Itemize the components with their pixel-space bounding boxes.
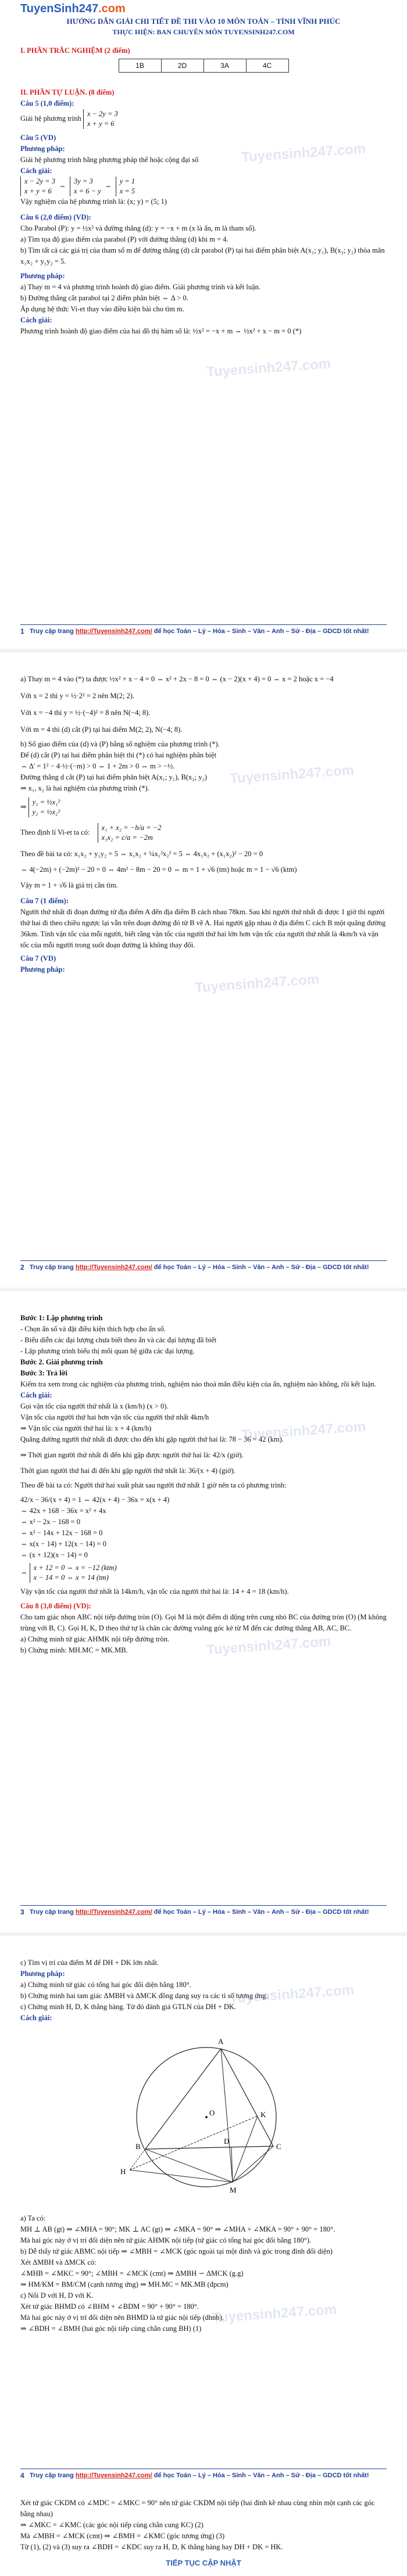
q5-solution: x − 2y = 3 x + y = 6 ⇔ 3y = 3 x = 6 − y ⇔ y = 1 x = 5 — [20, 177, 387, 196]
p2-system: ⇒ y₁ = ½x₁² y₂ = ½x₂² — [20, 798, 60, 816]
line-hdk — [130, 2116, 258, 2170]
p4-line: b) Dễ thấy tứ giác ABMC nội tiếp ⇒ ∠MBH = ∠MCK (góc ngoài tại một đỉnh và góc trong đỉnh đối diện) — [20, 2247, 333, 2255]
watermark: Tuyensinh247.com — [206, 1633, 331, 1658]
solution-label: Cách giải: — [20, 2014, 52, 2022]
footer-link[interactable]: http://Tuyensinh247.com/ — [75, 1909, 152, 1916]
page-number: 2 — [20, 1263, 24, 1271]
q7-head: Câu 7 (VD) — [20, 954, 56, 962]
answer-cell: 1B — [119, 59, 161, 73]
solution-label: Cách giải: — [20, 167, 52, 175]
p2-line: ⇔ 4(−2m) + (−2m)² − 20 = 0 ⇔ 4m² − 8m − 20 = 0 ⇔ m = 1 + √6 (tm) hoặc m = 1 − √6 (ktm) — [20, 865, 297, 874]
watermark: Tuyensinh247.com — [206, 355, 331, 380]
page-footer: 1 Truy cập trang http://Tuyensinh247.com/ để học Toán – Lý – Hóa – Sinh – Văn – Anh – Sử - Địa – GDCD tốt nhất! — [20, 624, 387, 636]
answer-cell: 4C — [246, 59, 288, 73]
page-footer: 4 Truy cập trang http://Tuyensinh247.com/ để học Toán – Lý – Hóa – Sinh – Văn – Anh – Sử - Địa – GDCD tốt nhất! — [20, 2469, 387, 2480]
label-o: O — [209, 2108, 215, 2117]
site-logo[interactable] — [20, 2, 126, 16]
q6-title: Câu 6 (2,0 điểm) (VD): — [20, 213, 91, 221]
q5-title: Câu 5 (1,0 điểm): — [20, 99, 74, 107]
p2-line: Đường thẳng d cắt (P) tại hai điểm phân biệt A(x₁; y₁), B(x₂; y₂) — [20, 773, 208, 781]
method-label: Phương pháp: — [20, 1970, 65, 1978]
p4-line: ⇒ ∠BDH = ∠BMH (hai góc nội tiếp cùng chắn cung BH) (1) — [20, 2324, 202, 2333]
p3-system: ⇔ x + 12 = 0 ⇔ x = −12 (ktm) x − 14 = 0 ⇔ x = 14 (tm) — [20, 1564, 117, 1582]
p3-line: ⇒ Vận tốc của người thứ hai là: x + 4 (km/h) — [20, 1424, 152, 1432]
p2-line: Với m = 4 thì (d) cắt (P) tại hai điểm M(2; 2), N(−4; 8). — [20, 725, 183, 734]
watermark: Tuyensinh247.com — [241, 141, 366, 166]
center-point — [205, 2116, 208, 2118]
page-2 — [20, 651, 387, 1289]
q5-method: Giải hệ phương trình bằng phương pháp thế hoặc cộng đại số — [20, 156, 199, 164]
q6-a: a) Tìm tọa độ giao điểm của parabol (P) với đường thẳng (d) khi m = 4. — [20, 235, 229, 243]
q8-a: a) Chứng minh tứ giác AHMK nội tiếp đường tròn. — [20, 1635, 170, 1643]
triangle-abc — [145, 2049, 273, 2149]
p4-line: a) Ta có: — [20, 2214, 46, 2222]
p3-line: Vận tốc của người thứ hai hơn vận tốc của người thứ nhất 4km/h — [20, 1413, 209, 1421]
p4-line: Từ (1), (2) và (3) suy ra ∠BDH = ∠KDC suy ra H, D, K thẳng hàng hay DH + DK = HK. — [20, 2543, 283, 2551]
p3-line: ⇔ 42x + 168 − 36x = x² + 4x — [20, 1507, 106, 1515]
answer-cell: 2D — [161, 59, 204, 73]
p4-line: Xét tứ giác BHMD có ∠BHM + ∠BDM = 90° + 90° = 180°. — [20, 2302, 199, 2311]
document-subtitle: THỰC HIỆN: BAN CHUYÊN MÔN TUYENSINH247.COM — [112, 28, 295, 36]
continue-updating: TIẾP TỤC CẬP NHẬT — [166, 2559, 241, 2567]
page-footer: 3 Truy cập trang http://Tuyensinh247.com/ để học Toán – Lý – Hóa – Sinh – Văn – Anh – Sử - Địa – GDCD tốt nhất! — [20, 1905, 387, 1917]
p2-line: Theo định lí Vi-et ta có: x₁ + x₂ = −b/a = −2 x₁x₂ = c/a = −2m — [20, 824, 162, 842]
footer-link[interactable]: http://Tuyensinh247.com/ — [75, 1264, 152, 1271]
document-title: HƯỚNG DẪN GIẢI CHI TIẾT ĐỀ THI VÀO 10 MÔN TOÁN – TỈNH VĨNH PHÚC — [66, 17, 341, 26]
q6-method-b: b) Đường thẳng cắt parabol tại 2 điểm phân biệt ⇔ Δ > 0. — [20, 294, 188, 302]
q7-title: Câu 7 (1 điểm): — [20, 897, 69, 905]
footer-link[interactable]: http://Tuyensinh247.com/ — [75, 628, 152, 635]
label-d: D — [224, 2137, 230, 2146]
p3-line: Thời gian người thứ hai đi đến khi gặp người thứ nhất là: 36/(x + 4) (giờ). — [20, 1467, 235, 1475]
q8-c: c) Tìm vị trí của điểm M để DH + DK lớn nhất. — [20, 1959, 159, 1967]
label-h: H — [120, 2167, 126, 2176]
p3-line: 42/x − 36/(x + 4) = 1 ⇔ 42(x + 4) − 36x = x(x + 4) — [20, 1496, 170, 1504]
q5-conclusion: Vậy nghiệm của hệ phương trình là: (x; y) = (5; 1) — [20, 197, 167, 206]
page-number: 3 — [20, 1908, 24, 1916]
watermark: Tuyensinh247.com — [229, 762, 355, 787]
p3-line: - Lập phương trình biểu thị mối quan hệ giữa các đại lượng. — [20, 1347, 195, 1355]
watermark: Tuyensinh247.com — [212, 2301, 337, 2326]
p2-line: ⇒ x₁, x₂ là hai nghiệm của phương trình (*). — [20, 784, 149, 792]
p3-line: ⇔ x² − 14x + 12x − 168 = 0 — [20, 1529, 103, 1537]
p3-line: Quãng đường người thứ nhất đi được cho đến khi gặp người thứ hai là: 78 − 36 = 42 (km). — [20, 1435, 284, 1443]
p4-line: c) Chứng minh H, D, K thẳng hàng. Từ đó đánh giá GTLN của DH + DK. — [20, 2003, 237, 2011]
label-b: B — [135, 2142, 141, 2151]
p2-line: b) Số giao điểm của (d) và (P) bằng số nghiệm của phương trình (*). — [20, 740, 220, 748]
p3-line: - Biểu diễn các đại lượng chưa biết theo ẩn và các đại lượng đã biết — [20, 1336, 217, 1344]
q6-method-a: a) Thay m = 4 và phương trình hoành độ giao điểm. Giải phương trình và kết luận. — [20, 283, 261, 291]
p2-line: Với x = 2 thì y = ½·2² = 2 nên M(2; 2). — [20, 692, 135, 700]
p3-line: - Chọn ẩn số và đặt điều kiện thích hợp cho ẩn số. — [20, 1325, 166, 1333]
p4-line: Xét tứ giác CKDM có ∠MDC = ∠MKC = 90° nên tứ giác CKDM nội tiếp (hai đỉnh kề nhau cùng nhìn một cạnh các góc bằng nhau) — [20, 2499, 375, 2518]
p3-step: Bước 1: Lập phương trình — [20, 1314, 103, 1322]
logo-suffix: .com — [98, 2, 126, 15]
p4-line: ⇒ ∠MKC = ∠KMC (các góc nội tiếp cùng chắn cung KC) (2) — [20, 2521, 204, 2529]
q5-head: Câu 5 (VD) — [20, 134, 56, 142]
segment-mk — [233, 2116, 258, 2182]
q6-method-c: Áp dụng hệ thức Vi-et thay vào điều kiện bài cho tìm m. — [20, 305, 184, 313]
p4-line: Mà ∠MBH = ∠MCK (cmt) ⇒ ∠BMH = ∠KMC (góc tương ứng) (3) — [20, 2532, 225, 2540]
p3-line: Kiểm tra xem trong các nghiệm của phương trình, nghiệm nào thoả mãn điều kiện của ẩn, nghiệm nào không, rồi kết luận. — [20, 1380, 376, 1388]
geometry-figure — [108, 2030, 305, 2204]
q5-prompt: Giải hệ phương trình x − 2y = 3 x + y = 6 — [20, 110, 118, 128]
watermark: Tuyensinh247.com — [241, 1418, 366, 1443]
p2-line: a) Thay m = 4 vào (*) ta được ½x² + x − 4 = 0 ⇔ x² + 2x − 8 = 0 ⇔ (x − 2)(x + 4) = 0 ⇔ x = 2 hoặc x = −4 — [20, 675, 334, 683]
page-footer: 2 Truy cập trang http://Tuyensinh247.com/ để học Toán – Lý – Hóa – Sinh – Văn – Anh – Sử - Địa – GDCD tốt nhất! — [20, 1260, 387, 1272]
answer-cell: 3A — [204, 59, 246, 73]
p3-line: ⇔ x² − 2x − 168 = 0 — [20, 1518, 81, 1526]
method-label: Phương pháp: — [20, 272, 65, 280]
page-number: 1 — [20, 627, 24, 635]
method-label: Phương pháp: — [20, 145, 65, 153]
p4-line: Mà hai góc này ở vị trí đối diện nên BHMD là tứ giác nội tiếp (dhnb). — [20, 2313, 224, 2322]
segment-am — [221, 2049, 233, 2182]
page-number: 4 — [20, 2471, 24, 2480]
q6-sol-1: Phương trình hoành độ giao điểm của hai đồ thị hàm số là: ½x² = −x + m ⇔ ½x² + x − m = 0 (*) — [20, 327, 302, 335]
label-m: M — [230, 2186, 237, 2194]
watermark: Tuyensinh247.com — [194, 971, 320, 996]
solution-label: Cách giải: — [20, 316, 52, 324]
watermark: Tuyensinh247.com — [229, 1982, 355, 2007]
segment-cm — [233, 2146, 273, 2182]
p3-line: Theo đề bài ta có: Người thứ hai xuất phát sau người thứ nhất 1 giờ nên ta có phương trình: — [20, 1481, 287, 1489]
p3-line: ⇔ x(x − 14) + 12(x − 14) = 0 — [20, 1540, 106, 1548]
page-4 — [20, 1934, 387, 2576]
label-k: K — [260, 2110, 266, 2119]
page-1 — [20, 0, 387, 651]
p3-line: ⇔ (x + 12)(x − 14) = 0 — [20, 1551, 88, 1559]
p3-step: Bước 3: Trả lời — [20, 1369, 67, 1377]
p4-line: Mà hai góc này ở vị trí đối diện nên tứ giác AHMK nội tiếp (tứ giác có tổng hai góc đối bằng 180°). — [20, 2236, 312, 2244]
p2-line: Vậy m = 1 + √6 là giá trị cần tìm. — [20, 881, 118, 889]
p2-line: Với x = −4 thì y = ½·(−4)² = 8 nên N(−4; 8). — [20, 709, 151, 717]
p2-line: Theo đề bài ta có: x₁x₂ + y₁y₂ = 5 ⇔ x₁x₂ + ¼x₁²x₂² = 5 ⇔ 4x₁x₂ + (x₁x₂)² − 20 = 0 — [20, 850, 263, 858]
p4-line: b) Chứng minh hai tam giác ΔMBH và ΔMCK đồng dạng suy ra các tỉ số tương ứng. — [20, 1992, 268, 2000]
p3-line: Vậy vận tốc của người thứ nhất là 14km/h, vận tốc của người thứ hai là: 14 + 4 = 18 (km/h). — [20, 1587, 289, 1596]
part2-heading: II. PHẦN TỰ LUẬN. (8 điểm) — [20, 88, 115, 96]
p3-line: Gọi vận tốc của người thứ nhất là x (km/h) (x > 0). — [20, 1402, 169, 1410]
p4-line: ⇒ HM/KM = BM/CM (cạnh tương ứng) ⇒ MH.MC = MK.MB (đpcm) — [20, 2280, 229, 2288]
p4-line: MH ⊥ AB (gt) ⇒ ∠MHA = 90°; MK ⊥ AC (gt) ⇒ ∠MKA = 90° ⇒ ∠MHA + ∠MKA = 90° + 90° = 180°. — [20, 2225, 335, 2233]
label-c: C — [276, 2142, 281, 2151]
p3-step: Bước 2. Giải phương trình — [20, 1358, 103, 1366]
p3-line: ⇒ Thời gian người thứ nhất đi đến khi gặp được người thứ hai là: 42/x (giờ). — [20, 1451, 244, 1459]
answer-table — [119, 59, 289, 73]
logo-text: TuyenSinh247 — [20, 2, 99, 15]
q5-system: x − 2y = 3 x + y = 6 — [83, 109, 118, 129]
p4-line: c) Nối D với H, D với K. — [20, 2291, 94, 2300]
q8-prompt: Cho tam giác nhọn ABC nội tiếp đường tròn (O). Gọi M là một điểm di động trên cung nhỏ BC của đường tròn (O) (M không trùng với B, C). Gọi H, K, D theo thứ tự là chân các đường vuông góc kẻ từ M đến các đường thẳng AB, AC, BC. — [20, 1613, 387, 1632]
p4-line: Xét ΔMBH và ΔMCK có: — [20, 2258, 97, 2266]
q8-b: b) Chứng minh: MH.MC = MK.MB. — [20, 1646, 128, 1654]
p4-line: a) Chứng minh tứ giác có tổng hai góc đối diện bằng 180°. — [20, 1981, 191, 1989]
part1-heading: I. PHẦN TRẮC NGHIỆM (2 điểm) — [20, 46, 130, 55]
p4-line: ∠MHB = ∠MKC = 90°; ∠MBH = ∠MCK (cmt) ⇒ ΔMBH ∽ ΔMCK (g.g) — [20, 2269, 244, 2277]
q8-title: Câu 8 (3,0 điểm) (VD): — [20, 1602, 91, 1610]
method-label: Phương pháp: — [20, 965, 65, 973]
page-3 — [20, 1289, 387, 1934]
p2-line: ⇔ Δ' = 1² − 4·½·(−m) > 0 ⇔ 1 + 2m > 0 ⇔ m > −½. — [20, 762, 175, 770]
q6-prompt: Cho Parabol (P): y = ½x² và đường thẳng (d): y = −x + m (x là ẩn, m là tham số). — [20, 224, 256, 232]
solution-label: Cách giải: — [20, 1391, 52, 1399]
q6-b: b) Tìm tất cả các giá trị của tham số m để đường thẳng (d) cắt parabol (P) tại hai điểm phân biệt A(x₁; y₁), B(x₂; y₂) thỏa mãn x₁x₂ + y₁y₂ = 5. — [20, 246, 385, 265]
label-a: A — [218, 2037, 224, 2046]
q7-prompt: Người thứ nhất đi đoạn đường từ địa điểm A đến địa điểm B cách nhau 78km. Sau khi người thứ nhất đi được 1 giờ thì người thứ hai đi theo chiều ngược lại vẫn trên đoạn đường đó từ B về A. Hai người gặp nhau ở địa điểm C cách B một quãng đường 36km. Tính vận tốc của mỗi người, biết rằng vận tốc của người thứ hai lớn hơn vận tốc của người thứ nhất là 4km/h và vận tốc của mỗi người trong suốt đoạn đường là không thay đổi. — [20, 908, 386, 949]
p2-line: Để (d) cắt (P) tại hai điểm phân biệt thì (*) có hai nghiệm phân biệt — [20, 751, 217, 759]
footer-link[interactable]: http://Tuyensinh247.com/ — [75, 2472, 152, 2479]
